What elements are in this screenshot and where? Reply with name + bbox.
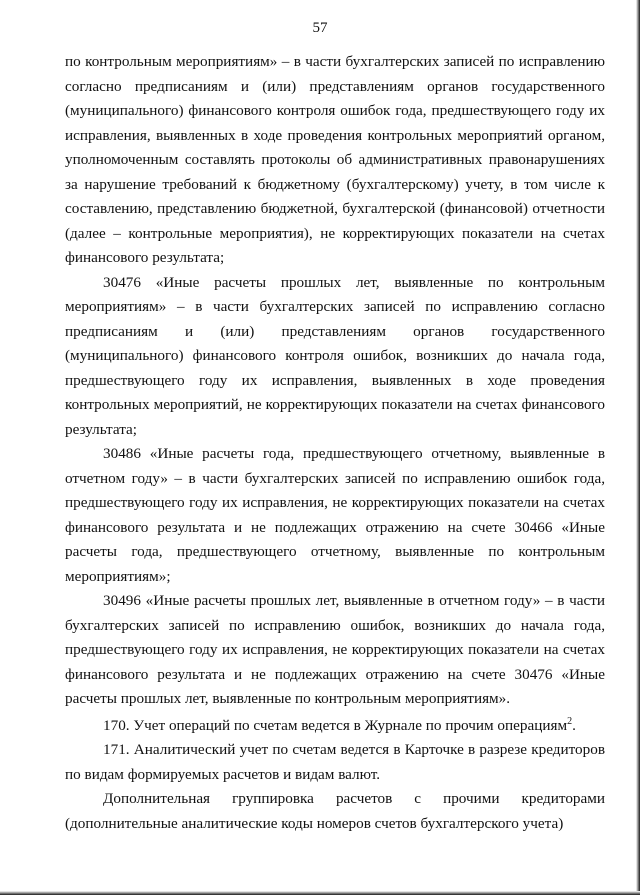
paragraph-170-end: . bbox=[572, 716, 576, 734]
paragraph-continuation: по контрольным мероприятиям» – в части бухгалтерских записей по исправлению согласно предписаниям и (или) представлениям органов государственного (муниципального) финансового контроля ошибок года, предшествующего году их исправления, выявленных в ходе проведения контрольных мероприятий органом, уполномоченным составлять протоколы об административных правонарушениях за нарушение требований к бюджетному (бухгалтерскому) учету, в том числе к составлению, представлению бюджетной, бухгалтерской (финансовой) отчетности (далее – контрольные мероприятия), не корректирующих показатели на счетах финансового результата; bbox=[65, 53, 605, 266]
page-number: 57 bbox=[312, 20, 328, 36]
paragraph-170-text: 170. Учет операций по счетам ведется в Журнале по прочим операциям bbox=[103, 716, 568, 734]
paragraph-account-30476: 30476 «Иные расчеты прошлых лет, выявленные по контрольным мероприятиям» – в части бухгалтерских записей по исправлению согласно предписаниям и (или) представлениям органов государственного (муниципального) финансового контроля ошибок, возникших до начала года, предшествующего году их исправления, выявленных в ходе проведения контрольных мероприятий, не корректирующих показатели на счетах финансового результата; bbox=[65, 273, 605, 438]
paragraph-account-30496: 30496 «Иные расчеты прошлых лет, выявленные в отчетном году» – в части бухгалтерских записей по исправлению ошибок, возникших до начала года, предшествующего году их исправления, не корректирующих показатели на счетах финансового результата и не подлежащих отражению на счете 30476 «Иные расчеты прошлых лет, выявленные по контрольным мероприятиям». bbox=[65, 592, 605, 707]
scan-edge-right bbox=[636, 0, 640, 895]
paragraph-171: 171. Аналитический учет по счетам ведется в Карточке в разрезе кредиторов по видам формируемых расчетов и видам валют. bbox=[65, 741, 605, 783]
footnote-marker: 2 bbox=[567, 715, 573, 727]
paragraph-additional-grouping: Дополнительная группировка расчетов с прочими кредиторами (дополнительные аналитические коды номеров счетов бухгалтерского учета) bbox=[65, 790, 605, 832]
scan-edge-bottom bbox=[0, 891, 640, 895]
document-body bbox=[65, 50, 605, 836]
paragraph-account-30486: 30486 «Иные расчеты года, предшествующего отчетному, выявленные в отчетном году» – в части бухгалтерских записей по исправлению ошибок года, предшествующего году их исправления, не корректирующих показатели на счетах финансового результата и не подлежащих отражению на счете 30466 «Иные расчеты года, предшествующего отчетному, выявленные по контрольным мероприятиям»; bbox=[65, 445, 605, 585]
paragraph-170 bbox=[65, 714, 605, 739]
